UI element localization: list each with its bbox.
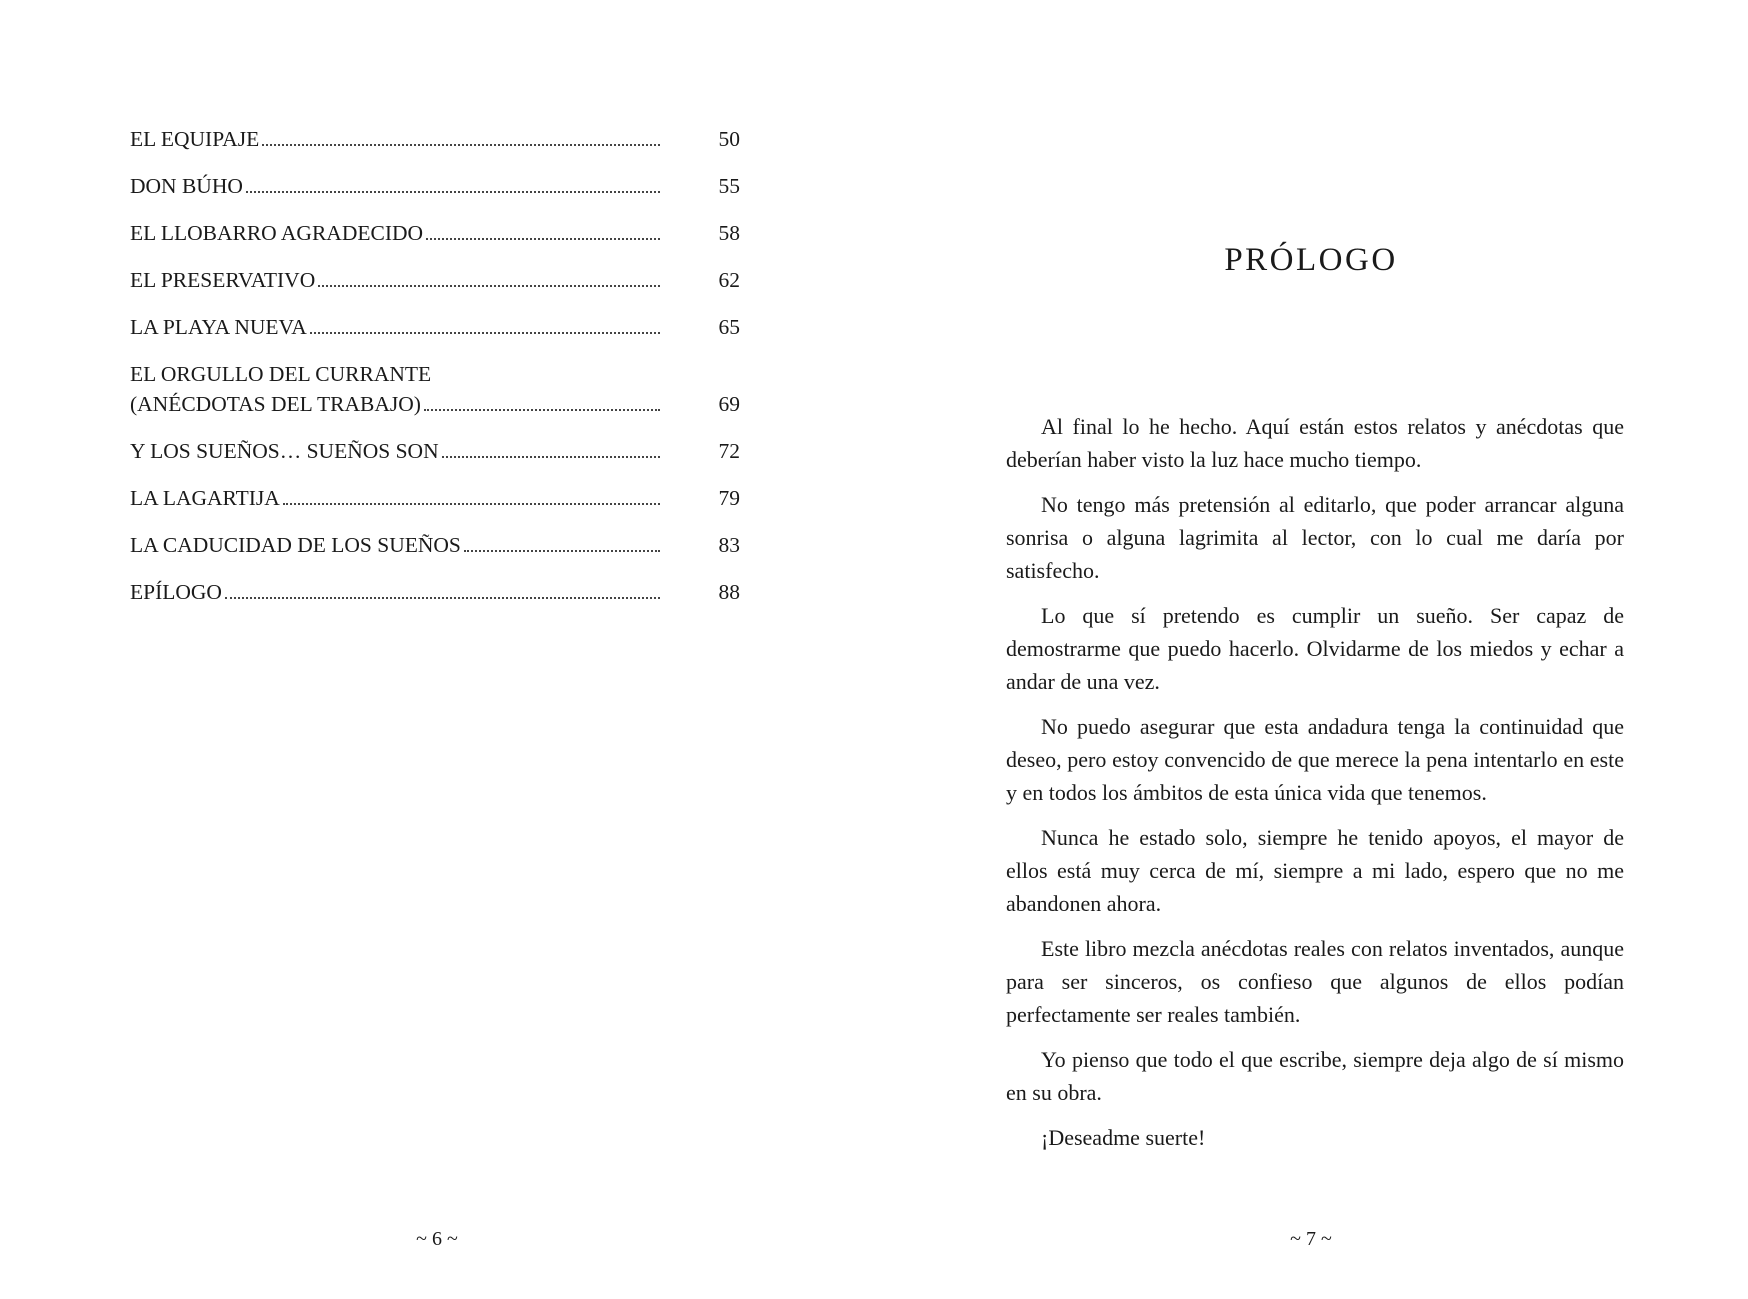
table-of-contents [130,124,740,624]
toc-entry [130,530,740,560]
toc-entry-page: 50 [718,127,740,151]
paragraph: Este libro mezcla anécdotas reales con relatos inventados, aunque para ser sinceros, os confieso que algunos de ellos podían perfectamente ser reales también. [1006,936,1624,1027]
toc-dot-leader [225,597,660,599]
toc-dot-leader [246,191,660,193]
toc-dot-leader [424,409,660,411]
toc-entry-page: 65 [718,315,740,339]
toc-dot-leader [464,550,660,552]
toc-entry-title: DON BÚHO [130,174,243,198]
toc-entry-page: 83 [718,533,740,557]
toc-entry-title: EPÍLOGO [130,580,222,604]
toc-entry-title: EL LLOBARRO AGRADECIDO [130,221,424,245]
paragraph: No puedo asegurar que esta andadura tenga la continuidad que deseo, pero estoy convencido de que merece la pena intentarlo en este y en todos los ámbitos de esta única vida que tenemos. [1006,714,1624,805]
paragraph: No tengo más pretensión al editarlo, que poder arrancar alguna sonrisa o alguna lagrimita al lector, con lo cual me daría por satisfecho. [1006,492,1624,583]
toc-entry [130,171,740,201]
prologue-body [1006,410,1624,1166]
toc-entry-title: LA LAGARTIJA [130,486,280,510]
toc-entry [130,577,740,607]
toc-entry-page: 79 [718,486,740,510]
toc-entry-title: (ANÉCDOTAS DEL TRABAJO) [130,392,421,416]
paragraph: Yo pienso que todo el que escribe, siempre deja algo de sí mismo en su obra. [1006,1047,1624,1105]
toc-entry-title: EL EQUIPAJE [130,127,260,151]
toc-entry-title: EL PRESERVATIVO [130,268,316,292]
toc-entry-page: 62 [718,268,740,292]
toc-entry-page: 69 [718,392,740,416]
page-number-right: ~ 7 ~ [1290,1228,1332,1250]
toc-dot-leader [426,238,660,240]
toc-dot-leader [442,456,660,458]
paragraph: Lo que sí pretendo es cumplir un sueño. Ser capaz de demostrarme que puedo hacerlo. Olvidarme de los miedos y echar a andar de una vez. [1006,603,1624,694]
toc-entry-page: 58 [718,221,740,245]
toc-entry [130,436,740,466]
toc-entry-page: 88 [718,580,740,604]
toc-entry-title: LA CADUCIDAD DE LOS SUEÑOS [130,533,461,557]
paragraph: Al final lo he hecho. Aquí están estos relatos y anécdotas que deberían haber visto la luz hace mucho tiempo. [1006,414,1624,472]
paragraph: ¡Deseadme suerte! [1041,1125,1206,1150]
toc-entry-title-first-line: EL ORGULLO DEL CURRANTE [130,362,432,386]
toc-entry-page: 72 [718,439,740,463]
toc-entry [130,312,740,342]
toc-entry-title: LA PLAYA NUEVA [130,315,307,339]
toc-entry [130,124,740,154]
toc-entry [130,483,740,513]
toc-entry-title: Y LOS SUEÑOS… SUEÑOS SON [130,439,439,463]
toc-entry [130,359,740,419]
toc-entry [130,218,740,248]
toc-dot-leader [283,503,660,505]
toc-entry-page: 55 [718,174,740,198]
toc-dot-leader [318,285,660,287]
paragraph: Nunca he estado solo, siempre he tenido apoyos, el mayor de ellos está muy cerca de mí, siempre a mi lado, espero que no me abandonen ahora. [1006,825,1624,916]
toc-dot-leader [262,144,660,146]
page-number-left: ~ 6 ~ [416,1228,458,1250]
toc-dot-leader [310,332,660,334]
chapter-title: PRÓLOGO [1224,242,1398,278]
toc-entry [130,265,740,295]
right-page [874,0,1748,1299]
